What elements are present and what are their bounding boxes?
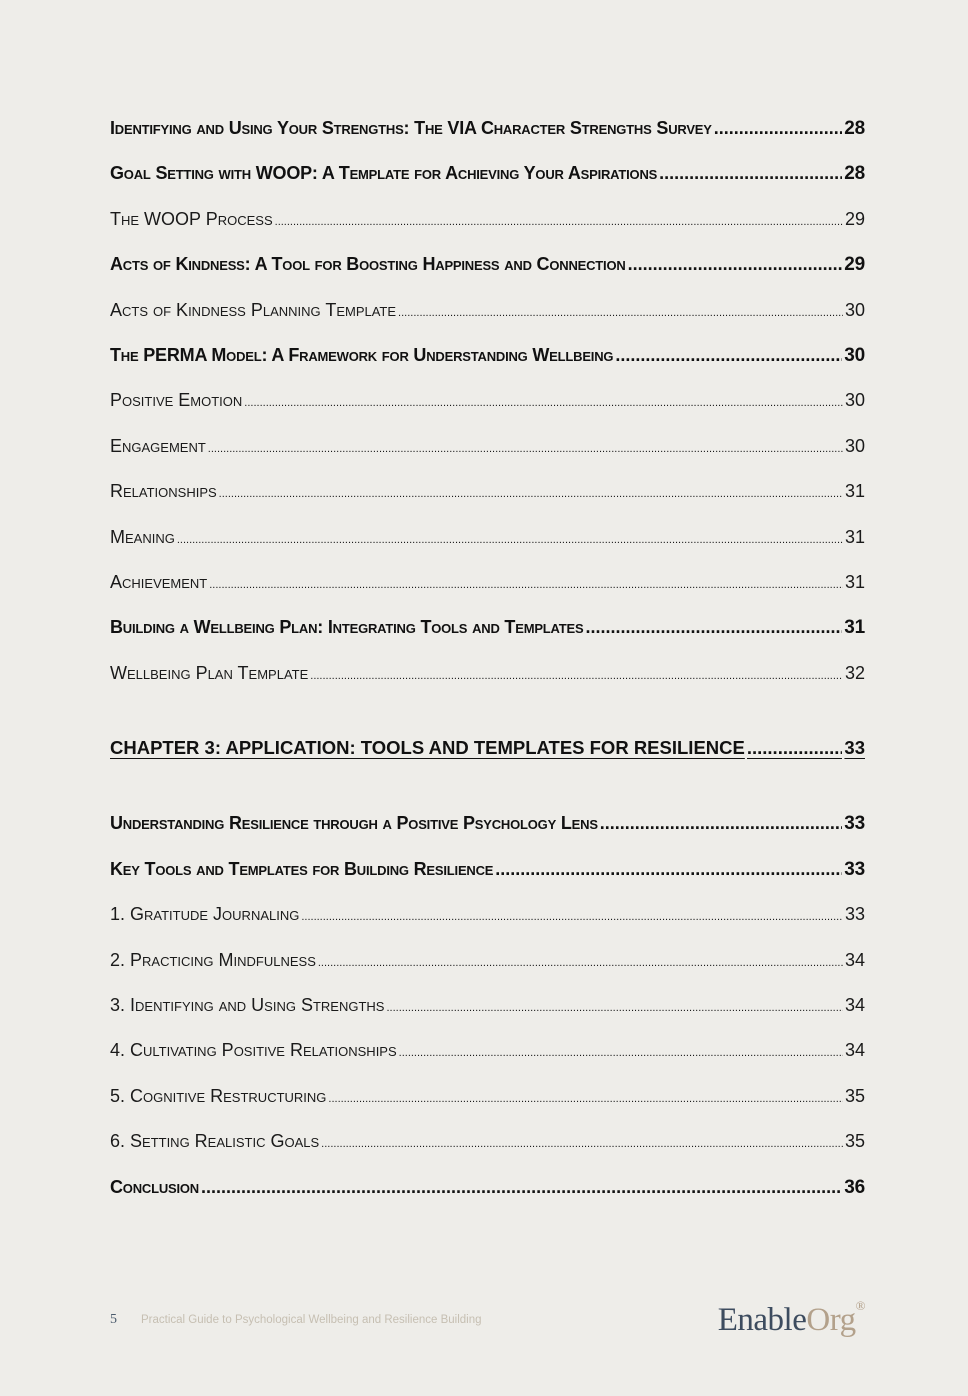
toc-entry[interactable]	[110, 1167, 865, 1212]
toc-entry-page: 36	[844, 1176, 865, 1198]
toc-subentry[interactable]	[110, 517, 865, 562]
toc-entry-title: 2. Practicing Mindfulness	[110, 949, 316, 970]
table-of-contents	[110, 108, 865, 1212]
toc-entry-title: Achievement	[110, 571, 208, 592]
dot-leader	[275, 202, 843, 242]
toc-subentry[interactable]	[110, 940, 865, 985]
enableorg-logo	[717, 1298, 865, 1339]
toc-entry-page: 28	[844, 163, 865, 185]
toc-entry-page: 35	[844, 1085, 865, 1106]
toc-entry-title: Goal Setting with WOOP: A Template for Achieving Your Aspirations	[110, 163, 658, 184]
toc-entry-title: 6. Setting Realistic Goals	[110, 1131, 320, 1152]
toc-entry-title: Identifying and Using Your Strengths: The VIA Character Strengths Survey	[110, 118, 712, 138]
dot-leader	[201, 1167, 842, 1207]
toc-entry[interactable]	[110, 244, 865, 289]
toc-entry-page: 34	[844, 949, 865, 970]
dot-leader	[714, 108, 843, 148]
toc-subentry[interactable]	[110, 199, 865, 244]
dot-leader	[177, 520, 843, 560]
dot-leader	[318, 943, 843, 983]
toc-entry-page: 32	[844, 662, 865, 683]
toc-entry-title: The PERMA Model: A Framework for Understanding Wellbeing	[110, 344, 614, 365]
toc-entry-page: 33	[844, 904, 865, 925]
toc-subentry[interactable]	[110, 380, 865, 425]
dot-leader	[244, 383, 843, 423]
toc-entry-title: Relationships	[110, 481, 217, 502]
toc-entry-page: 30	[844, 299, 865, 320]
toc-entry-title: Acts of Kindness Planning Template	[110, 299, 397, 320]
toc-entry-page: 31	[844, 617, 865, 639]
dot-leader	[310, 656, 843, 696]
dot-leader	[301, 897, 843, 937]
page-footer	[110, 1298, 865, 1350]
toc-entry-page: 30	[844, 390, 865, 411]
dot-leader	[495, 849, 842, 889]
toc-entry-page: 31	[844, 526, 865, 547]
dot-leader	[747, 728, 843, 768]
toc-subentry[interactable]	[110, 985, 865, 1030]
toc-subentry[interactable]	[110, 1030, 865, 1075]
toc-entry-title: Key Tools and Templates for Building Resilience	[110, 858, 494, 879]
dot-leader	[615, 335, 842, 375]
toc-entry-page: 33	[844, 813, 865, 835]
toc-entry-title: The WOOP Process	[110, 208, 273, 229]
toc-entry-page: 30	[844, 435, 865, 456]
toc-entry-page: 34	[844, 995, 865, 1016]
logo-text-org: Org	[806, 1302, 856, 1338]
toc-entry[interactable]	[110, 108, 865, 153]
dot-leader	[585, 607, 842, 647]
toc-entry-page: 35	[844, 1131, 865, 1152]
dot-leader	[208, 429, 843, 469]
toc-subentry[interactable]	[110, 1076, 865, 1121]
toc-entry-title: Positive Emotion	[110, 390, 243, 411]
toc-entry-title: 5. Cognitive Restructuring	[110, 1085, 327, 1106]
toc-entry[interactable]	[110, 803, 865, 848]
toc-entry-page: 31	[844, 481, 865, 502]
dot-leader	[399, 1033, 843, 1073]
logo-text-enable: Enable	[717, 1302, 807, 1338]
toc-entry-title: Understanding Resilience through a Positive Psychology Lens	[110, 813, 598, 834]
dot-leader	[628, 244, 843, 284]
toc-subentry[interactable]	[110, 426, 865, 471]
toc-chapter-heading[interactable]	[110, 728, 865, 773]
toc-entry-title: Wellbeing Plan Template	[110, 662, 309, 683]
dot-leader	[328, 1079, 843, 1119]
toc-entry[interactable]	[110, 849, 865, 894]
dot-leader	[600, 803, 842, 843]
toc-entry[interactable]	[110, 607, 865, 652]
toc-entry-page: 34	[844, 1040, 865, 1061]
toc-entry-page: 30	[844, 344, 865, 366]
toc-subentry[interactable]	[110, 562, 865, 607]
toc-entry-title: Building a Wellbeing Plan: Integrating Tools and Templates	[110, 617, 584, 638]
toc-subentry[interactable]	[110, 1121, 865, 1166]
chapter-page: 33	[844, 737, 865, 759]
dot-leader	[219, 474, 843, 514]
toc-entry-title: Meaning	[110, 526, 175, 547]
toc-subentry[interactable]	[110, 894, 865, 939]
toc-entry-title: Engagement	[110, 435, 206, 456]
chapter-title: CHAPTER 3: APPLICATION: TOOLS AND TEMPLATES FOR RESILIENCE	[110, 737, 745, 759]
dot-leader	[386, 988, 842, 1028]
page-number: 5	[110, 1312, 117, 1327]
toc-entry[interactable]	[110, 153, 865, 198]
dot-leader	[659, 153, 842, 193]
toc-entry-title: Conclusion	[110, 1176, 199, 1197]
toc-entry-title: Acts of Kindness: A Tool for Boosting Happiness and Connection	[110, 254, 626, 275]
toc-entry-title: 4. Cultivating Positive Relationships	[110, 1040, 397, 1061]
toc-subentry[interactable]	[110, 290, 865, 335]
toc-entry-page: 29	[844, 208, 865, 229]
footer-document-title: Practical Guide to Psychological Wellbeing and Resilience Building	[141, 1314, 482, 1326]
toc-entry-page: 31	[844, 571, 865, 592]
dot-leader	[209, 565, 843, 605]
toc-subentry[interactable]	[110, 653, 865, 698]
toc-entry-title: 1. Gratitude Journaling	[110, 904, 300, 925]
toc-entry[interactable]	[110, 335, 865, 380]
registered-mark: ®	[855, 1298, 865, 1313]
dot-leader	[398, 293, 843, 333]
toc-entry-page: 29	[844, 254, 865, 276]
toc-entry-page: 33	[844, 858, 865, 880]
toc-entry-page: 28	[844, 118, 865, 139]
toc-subentry[interactable]	[110, 471, 865, 516]
dot-leader	[321, 1124, 843, 1164]
toc-entry-title: 3. Identifying and Using Strengths	[110, 995, 385, 1016]
